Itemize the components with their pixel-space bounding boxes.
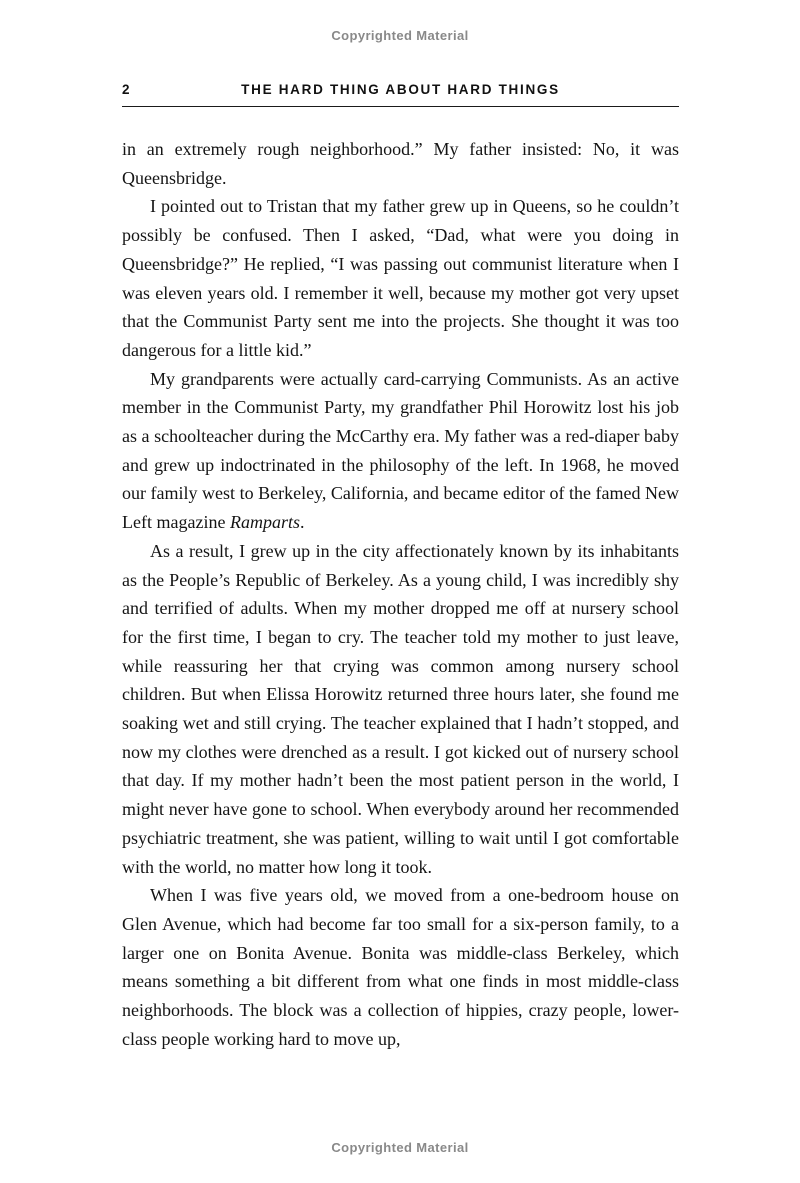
- paragraph: [122, 537, 679, 881]
- copyright-notice-bottom: Copyrighted Material: [331, 1140, 469, 1155]
- paragraph: [122, 135, 679, 192]
- text-segment: I pointed out to Tristan that my father grew up in Queens, so he couldn’t possibly be confused. Then I asked, “Dad, what were you doing in Queensbridge?” He replied, “I was passing out communist literature when I was eleven years old. I remember it well, because my mother got very upset that the Communist Party sent me into the projects. She thought it was too dangerous for a little kid.”: [122, 196, 679, 360]
- paragraph: [122, 192, 679, 364]
- page-number: 2: [122, 82, 130, 97]
- text-segment: When I was five years old, we moved from a one-bedroom house on Glen Avenue, which had become far too small for a six-person family, to a larger one on Bonita Avenue. Bonita was middle-class Berkeley, which means something a bit different from what one finds in most middle-class neighborhoods. The block was a collection of hippies, crazy people, lower-class people working hard to move up,: [122, 885, 679, 1049]
- page-header: [122, 82, 679, 100]
- text-segment: As a result, I grew up in the city affectionately known by its inhabitants as the People’s Republic of Berkeley. As a young child, I was incredibly shy and terrified of adults. When my mother dropped me off at nursery school for the first time, I began to cry. The teacher told my mother to just leave, while reassuring her that crying was common among nursery school children. But when Elissa Horowitz returned three hours later, she found me soaking wet and still crying. The teacher explained that I hadn’t stopped, and now my clothes were drenched as a result. I got kicked out of nursery school that day. If my mother hadn’t been the most patient person in the world, I might never have gone to school. When everybody around her recommended psychiatric treatment, she was patient, willing to wait until I got comfortable with the world, no matter how long it took.: [122, 540, 679, 877]
- paragraph: [122, 365, 679, 537]
- text-segment: .: [299, 512, 305, 533]
- body-text: [122, 135, 679, 1054]
- text-segment: in an extremely rough neighborhood.” My father insisted: No, it was Queensbridge.: [122, 139, 679, 188]
- header-rule: [122, 106, 679, 107]
- text-segment: My grandparents were actually card-carrying Communists. As an active member in the Communist Party, my grandfather Phil Horowitz lost his job as a schoolteacher during the McCarthy era. My father was a red-diaper baby and grew up indoctrinated in the philosophy of the left. In 1968, he moved our family west to Berkeley, California, and became editor of the famed New Left magazine: [122, 368, 679, 533]
- italic-text: Ramparts: [229, 512, 300, 533]
- copyright-notice-top: Copyrighted Material: [331, 28, 469, 43]
- running-title: THE HARD THING ABOUT HARD THINGS: [241, 82, 560, 97]
- paragraph: [122, 881, 679, 1053]
